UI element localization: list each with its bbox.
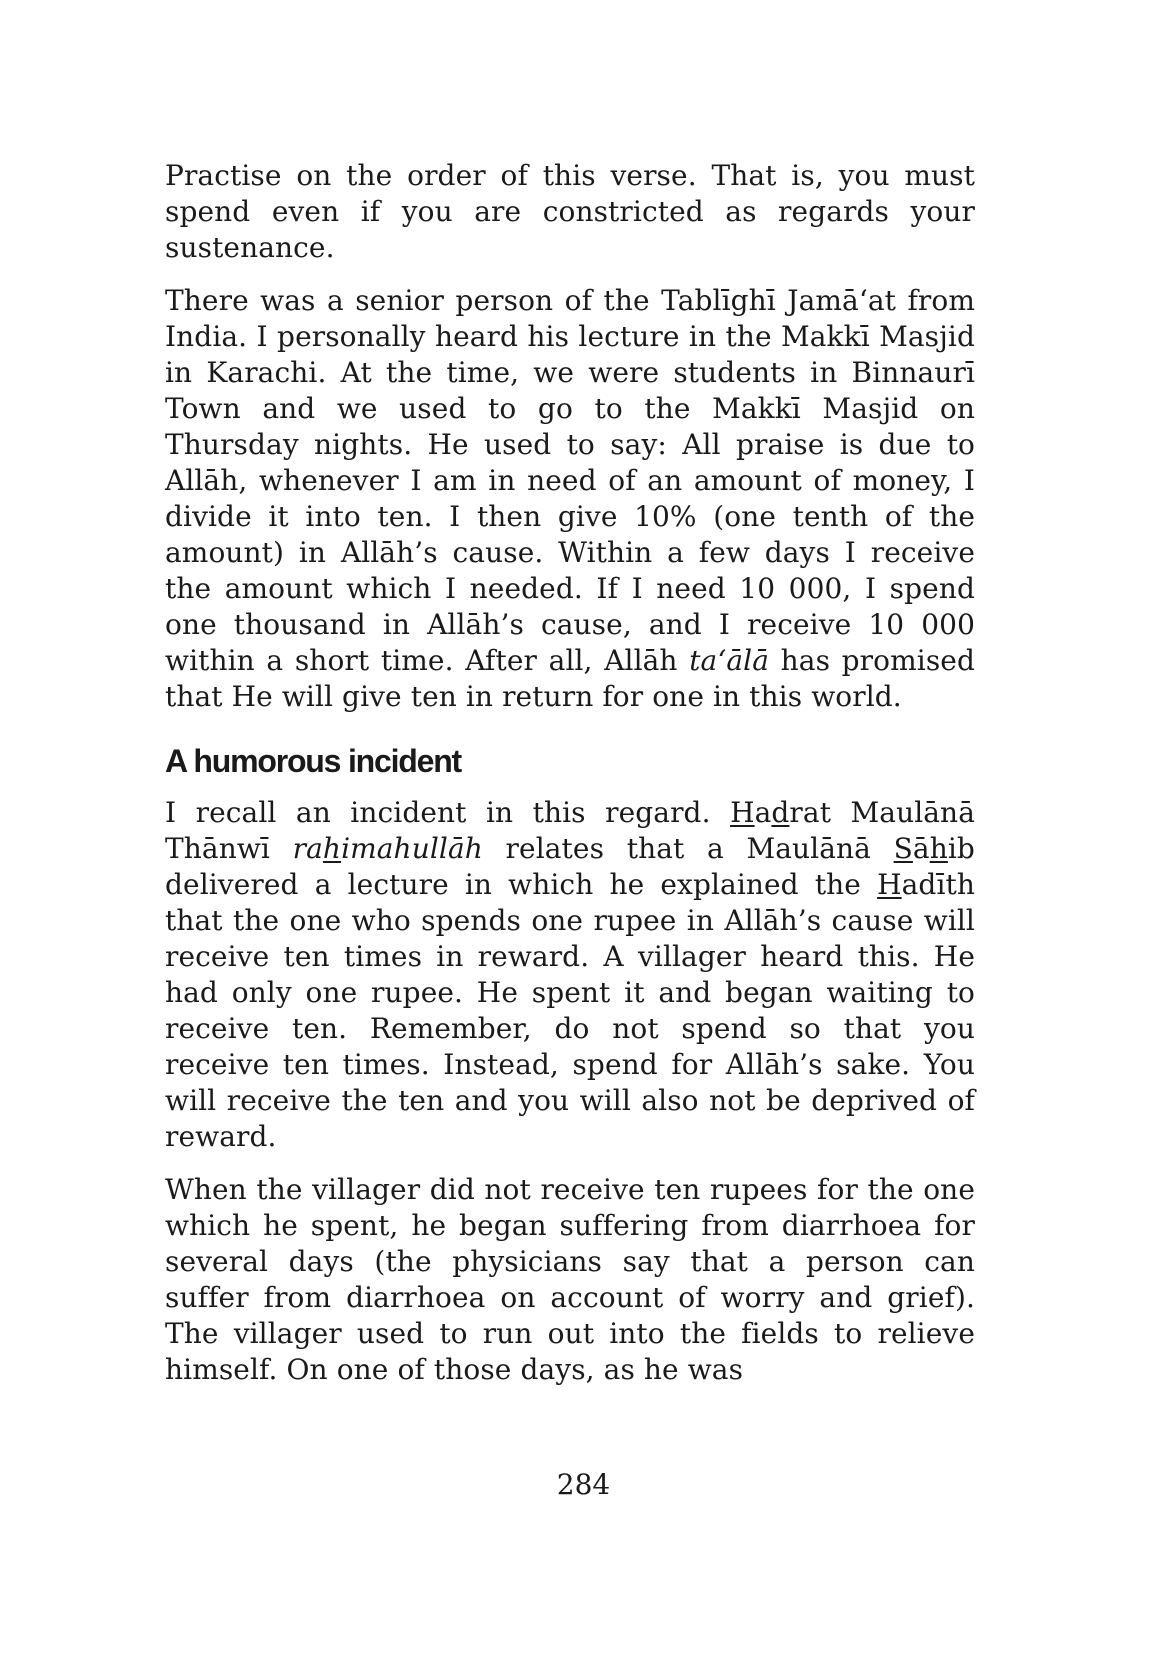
rahim-pre: ra — [292, 832, 323, 865]
sahib-h: h — [929, 832, 948, 865]
taala-italic: ta‘ālā — [689, 644, 769, 677]
incident-sentence-2: relates that a Maulānā — [505, 832, 871, 865]
incident-sentence-1: I recall an incident in this regard. — [165, 796, 711, 829]
paragraph-incident — [165, 795, 975, 1155]
hadith-rest: adīth — [901, 868, 975, 901]
page-body — [165, 158, 975, 1405]
hadrat-h: H — [730, 796, 755, 829]
paragraph-tablighi-text: There was a senior person of the Tablīghī Jamā‘at from India. I personally heard his lecture in the Makkī Masjid in Karachi. At the time, we were students in Binnaurī Town and we used to go to the Makkī Masjid on Thursday nights. He used to say: All praise is due to Allāh, whenever I am in need of an amount of money, I divide it into ten. I then give 10% (one tenth of the amount) in Allāh’s cause. Within a few days I receive the amount which I needed. If I need 10 000, I spend one thousand in Allāh’s cause, and I receive 10 000 within a short time. After all, — [165, 284, 975, 677]
hadrat-a: a — [754, 796, 772, 829]
incident-sentence-3: delivered a lecture in which he explained the — [165, 868, 861, 901]
sahib-a: ā — [912, 832, 930, 865]
hadrat-d: d — [771, 796, 790, 829]
hadith-h: H — [877, 868, 902, 901]
sahib-rest: ib — [947, 832, 975, 865]
rahim-h: h — [322, 832, 342, 865]
section-heading: A humorous incident — [165, 743, 462, 779]
paragraph-villager: When the villager did not receive ten rupees for the one which he spent, he began suffering from diarrhoea for several days (the physicians say that a person can suffer from diarrhoea on account of worry and grief). The villager used to run out into the fields to relieve himself. On one of those days, as he was — [165, 1173, 975, 1386]
page-number: 284 — [556, 1468, 611, 1501]
hadrat-rest: rat Maulānā Thānwī — [165, 796, 975, 865]
incident-sentence-4: that the one who spends one rupee in Allāh’s cause will receive ten times in reward. A villager heard this. He had only one rupee. He spent it and began waiting to receive ten. Remember, do not spend so that you receive ten times. Instead, spend for Allāh’s sake. You will receive the ten and you will also not be deprived of reward. — [165, 904, 975, 1153]
sahib-s: S — [893, 832, 913, 865]
allah-word: Allāh — [604, 644, 678, 677]
rahim-rest: imahullāh — [341, 832, 483, 865]
paragraph-tablighi-end: has promised that He will give ten in return for one in this world. — [165, 644, 975, 713]
rahimahullah-italic — [293, 832, 483, 865]
paragraph-tablighi — [165, 283, 975, 715]
paragraph-spend: Practise on the order of this verse. That is, you must spend even if you are constricted as regards your sustenance. — [165, 159, 975, 264]
